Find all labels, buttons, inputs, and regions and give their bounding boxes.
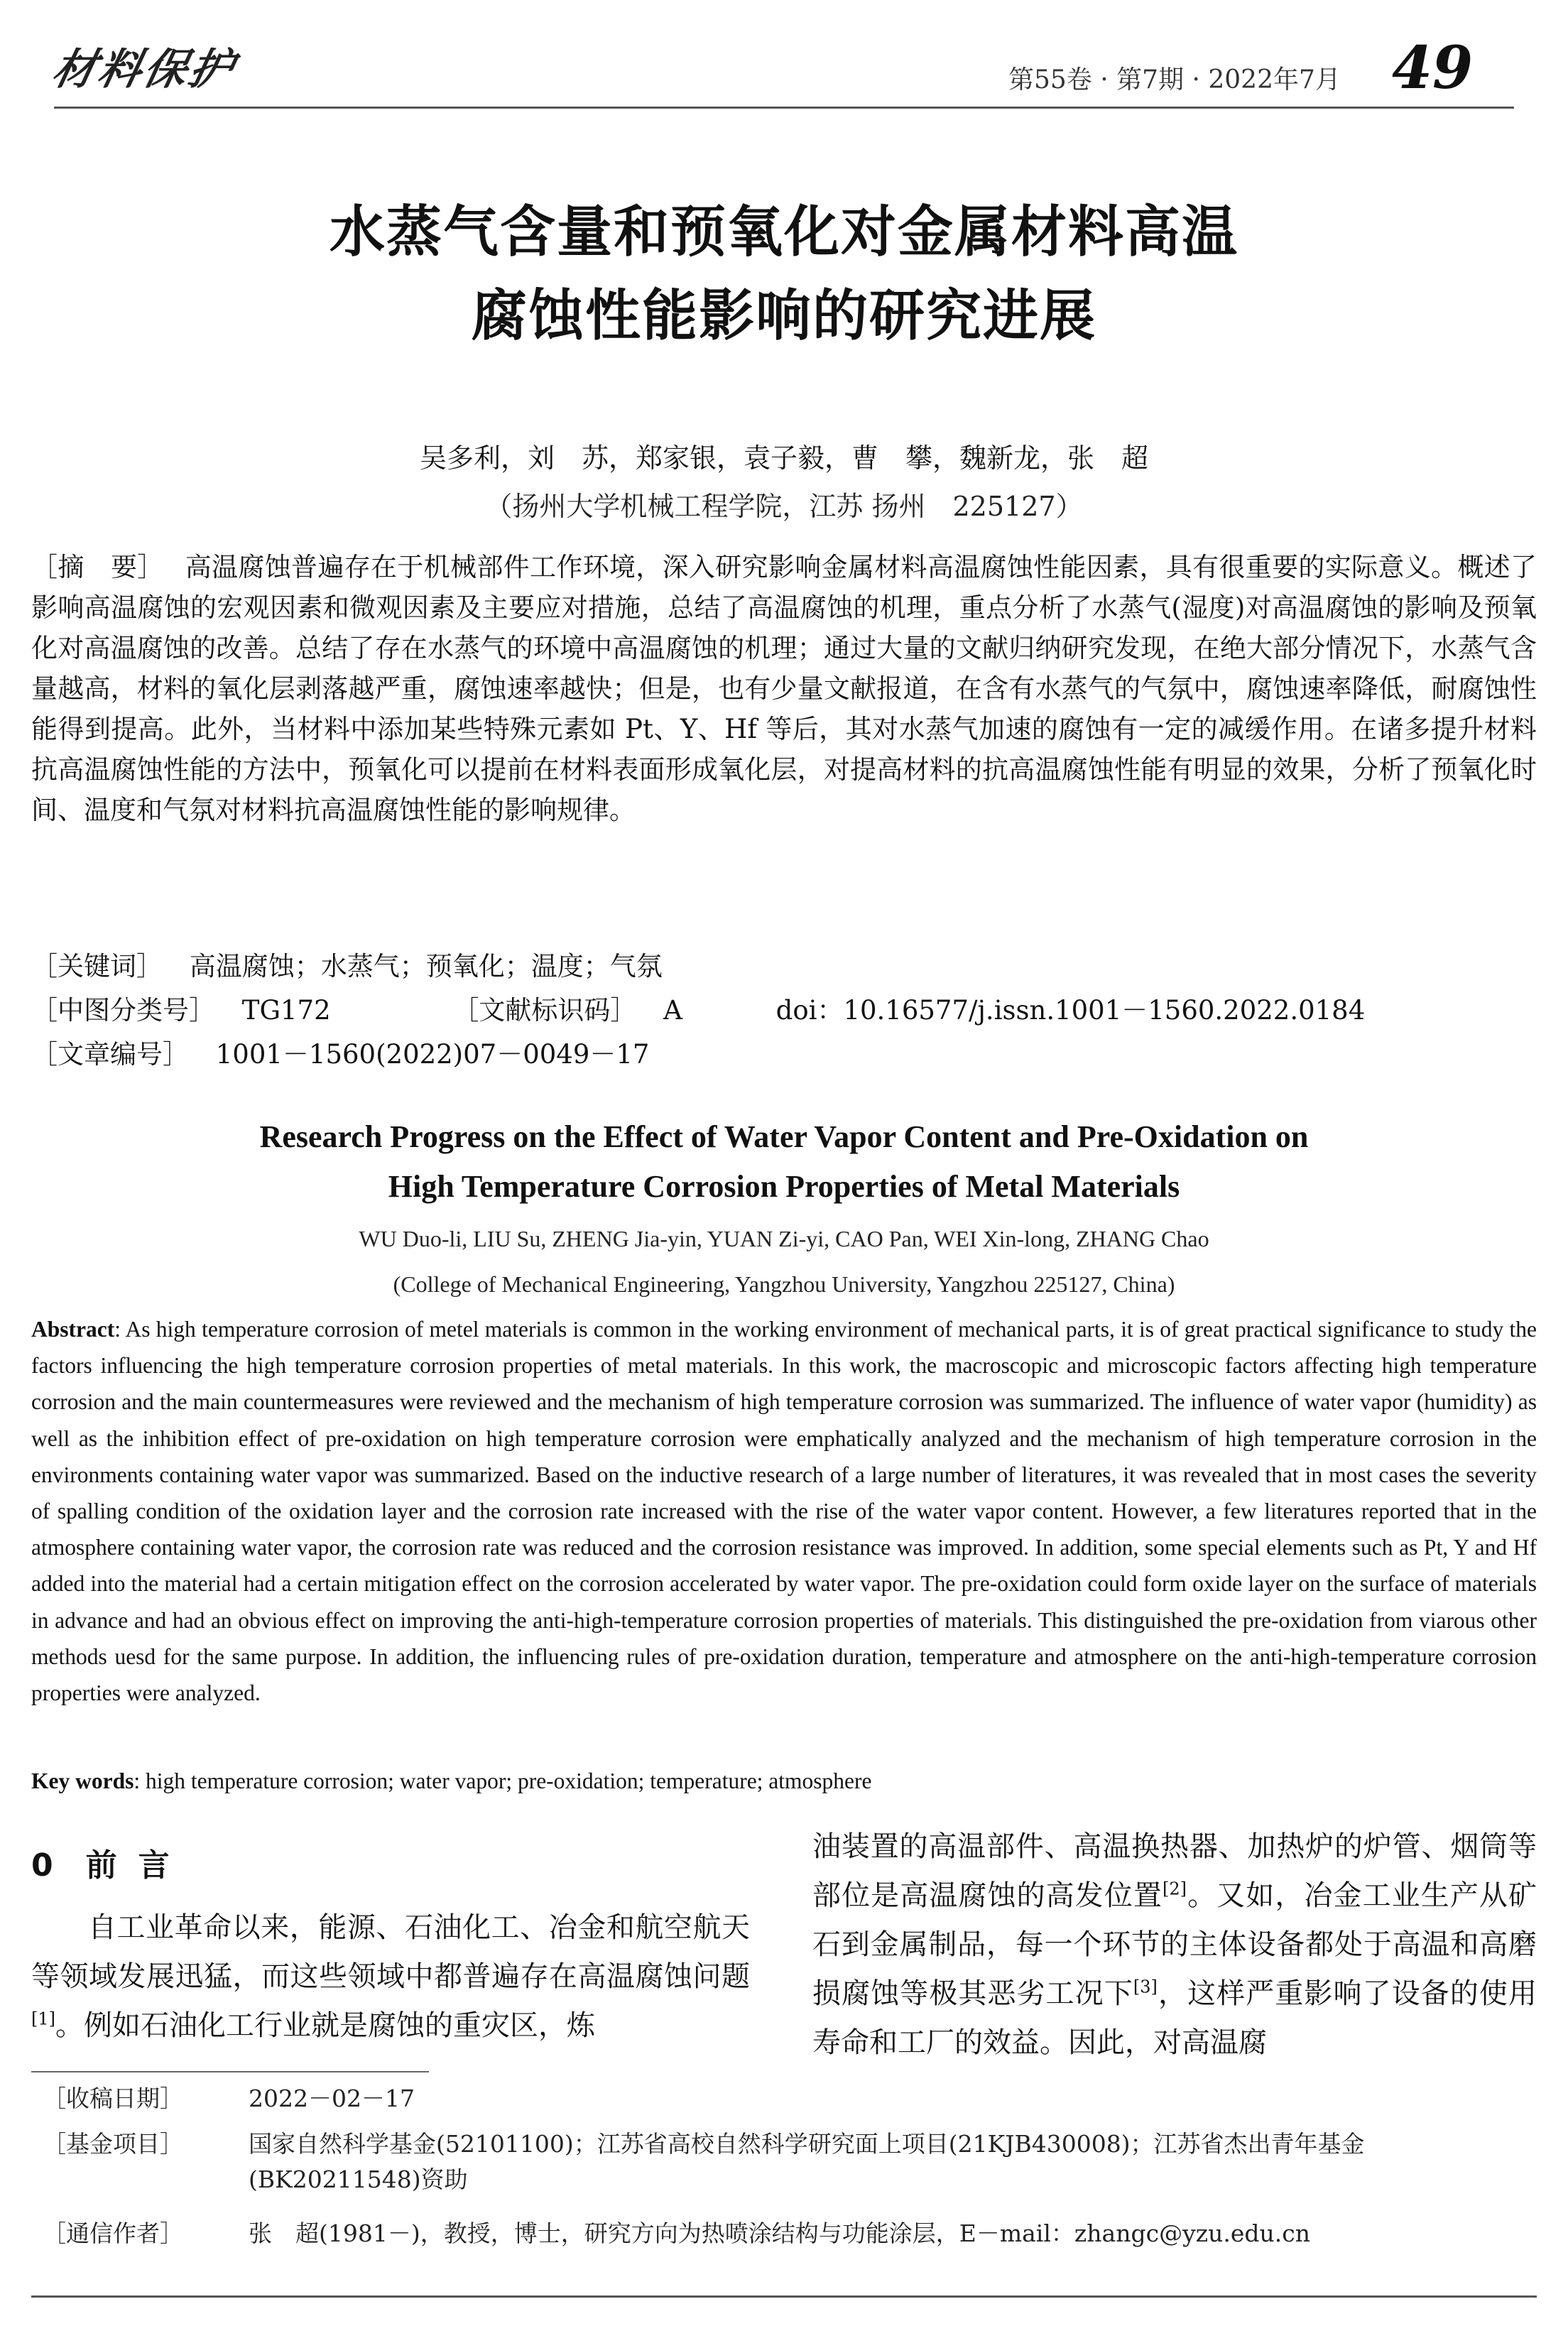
keywords-en: Key words: high temperature corrosion; water vapor; pre-oxidation; temperature; atmosphere	[31, 1768, 872, 1793]
citation-ref[interactable]: [1]	[31, 2009, 55, 2029]
doc-code-value: A	[663, 995, 682, 1026]
abstract-en: Abstract: As high temperature corrosion of metel materials is common in the working environment of mechanical parts, it is of great practical significance to study the factors influencing the high temperature corrosion properties of metal materials. In this work, the macroscopic and microscopic factors affecting high temperature corrosion and the main countermeasures were reviewed and the mechanism of high temperature corrosion was summarized. The influence of water vapor (humidity) as well as the inhibition effect of pre-oxidation on high temperature corrosion were emphatically analyzed and the mechanism of high temperature corrosion in the environments containing water vapor was summarized. Based on the inductive research of a large number of literatures, it was revealed that in most cases the severity of spalling condition of the oxidation layer and the corrosion rate increased with the rise of the water vapor content. However, a few literatures reported that in the atmosphere containing water vapor, the corrosion rate was reduced and the corrosion resistance was improved. In addition, some special elements such as Pt, Y and Hf added into the material had a certain mitigation effect on the corrosion accelerated by water vapor. The pre-oxidation could form oxide layer on the surface of materials in advance and had an obvious effect on improving the anti-high-temperature corrosion properties of materials. This distinguished the pre-oxidation from viarous other methods uesd for the same purpose. In addition, the influencing rules of pre-oxidation duration, temperature and atmosphere on the anti-high-temperature corrosion properties were analyzed.	[31, 1317, 1537, 1706]
clc-label: ［中图分类号］	[31, 995, 215, 1026]
doc-code-label: ［文献标识码］	[452, 995, 637, 1026]
journal-logo: 材料保护	[48, 45, 241, 94]
section-title: 前言	[85, 1847, 191, 1884]
header-divider	[54, 107, 1514, 109]
footnote-divider	[31, 2071, 429, 2072]
article-number-line	[31, 1033, 649, 1071]
title-en-line2: High Temperature Corrosion Properties of Metal Materials	[388, 1169, 1180, 1204]
keywords-zh-label: ［关键词］	[31, 951, 163, 982]
title-en-line1: Research Progress on the Effect of Water Vapor Content and Pre-Oxidation on	[259, 1119, 1309, 1154]
fund-label: ［基金项目］	[43, 2130, 183, 2158]
received-value: 2022－02－17	[249, 2085, 415, 2112]
abstract-zh	[31, 547, 1537, 830]
affiliation-en: (College of Mechanical Engineering, Yangzhou University, Yangzhou 225127, China)	[393, 1271, 1175, 1297]
title-zh-line1: 水蒸气含量和预氧化对金属材料高温	[329, 200, 1238, 264]
affiliation-zh: （扬州大学机械工程学院，江苏 扬州 225127）	[485, 491, 1083, 522]
abstract-zh-text: 高温腐蚀普遍存在于机械部件工作环境，深入研究影响金属材料高温腐蚀性能因素，具有很重要的实际意义。概述了影响高温腐蚀的宏观因素和微观因素及主要应对措施，总结了高温腐蚀的机理，重点分析了水蒸气(湿度)对高温腐蚀的影响及预氧化对高温腐蚀的改善。总结了存在水蒸气的环境中高温腐蚀的机理；通过大量的文献归纳研究发现，在绝大部分情况下，水蒸气含量越高，材料的氧化层剥落越严重，腐蚀速率越快；但是，也有少量文献报道，在含有水蒸气的气氛中，腐蚀速率降低，耐腐蚀性能得到提高。此外，当材料中添加某些特殊元素如 Pt、Y、Hf 等后，其对水蒸气加速的腐蚀有一定的减缓作用。在诸多提升材料抗高温腐蚀性能的方法中，预氧化可以提前在材料表面形成氧化层，对提高材料的抗高温腐蚀性能有明显的效果，分析了预氧化时间、温度和气氛对材料抗高温腐蚀性能的影响规律。	[31, 552, 1537, 825]
authors-zh: 吴多利，刘 苏，郑家银，袁子毅，曹 攀，魏新龙，张 超	[419, 442, 1148, 474]
doi[interactable]: doi：10.16577/j.issn.1001－1560.2022.0184	[775, 995, 1366, 1026]
abstract-en-text: As high temperature corrosion of metel materials is common in the working environment of mechanical parts, it is of great practical significance to study the factors influencing the high temperature corrosion properties of metal materials. In this work, the macroscopic and microscopic factors affecting high temperature corrosion and the main countermeasures were reviewed and the mechanism of high temperature corrosion was summarized. The influence of water vapor (humidity) as well as the inhibition effect of pre-oxidation on high temperature corrosion were emphatically analyzed and the mechanism of high temperature corrosion in the environments containing water vapor was summarized. Based on the inductive research of a large number of literatures, it was revealed that in most cases the severity of spalling condition of the oxidation layer and the corrosion rate increased with the rise of the water vapor content. However, a few literatures reported that in the atmosphere containing water vapor, the corrosion rate was reduced and the corrosion resistance was improved. In addition, some special elements such as Pt, Y and Hf added into the material had a certain mitigation effect on the corrosion accelerated by water vapor. The pre-oxidation could form oxide layer on the surface of materials in advance and had an obvious effect on improving the anti-high-temperature corrosion properties of materials. This distinguished the pre-oxidation from viarous other methods uesd for the same purpose. In addition, the influencing rules of pre-oxidation duration, temperature and atmosphere on the anti-high-temperature corrosion properties were analyzed.	[31, 1317, 1537, 1706]
body-left-column	[31, 1903, 750, 2050]
footnote-author	[43, 2216, 1310, 2251]
footnote-fund	[43, 2126, 1365, 2193]
citation-ref[interactable]: [2]	[1163, 1879, 1187, 1899]
body-right-column: 油装置的高温部件、高温换热器、加热炉的炉管、烟筒等部位是高温腐蚀的高发位置[2]。又如，冶金工业生产从矿石到金属制品，每一个环节的主体设备都处于高温和高磨损腐蚀等极其恶劣工况下[3]，这样严重影响了设备的使用寿命和工厂的效益。因此，对高温腐	[812, 1830, 1537, 2059]
classification-line	[31, 989, 1365, 1027]
section-heading	[31, 1840, 191, 1885]
abstract-en-label: Abstract	[31, 1317, 115, 1342]
keywords-en-text: high temperature corrosion; water vapor; pre-oxidation; temperature; atmosphere	[146, 1768, 872, 1793]
keywords-zh-text: 高温腐蚀；水蒸气；预氧化；温度；气氛	[189, 951, 663, 982]
author-value: 张 超(1981－)，教授，博士，研究方向为热喷涂结构与功能涂层，E－mail：zhangc@yzu.edu.cn	[249, 2219, 1310, 2247]
keywords-en-label: Key words	[31, 1768, 134, 1793]
received-label: ［收稿日期］	[43, 2085, 183, 2112]
keywords-zh	[31, 945, 663, 983]
citation-ref[interactable]: [3]	[1133, 1977, 1158, 1997]
footnote-received	[43, 2081, 415, 2117]
article-number-value: 1001－1560(2022)07－0049－17	[215, 1039, 650, 1070]
section-number: 0	[31, 1847, 53, 1884]
abstract-zh-label: ［摘 要］	[31, 552, 164, 582]
authors-en: WU Duo-li, LIU Su, ZHENG Jia-yin, YUAN Zi-yi, CAO Pan, WEI Xin-long, ZHANG Chao	[359, 1226, 1209, 1251]
issue-info: 第55卷 · 第7期 · 2022年7月	[1008, 65, 1341, 94]
title-zh-line2: 腐蚀性能影响的研究进展	[471, 284, 1096, 348]
footer-divider	[31, 2295, 1537, 2298]
article-number-label: ［文章编号］	[31, 1039, 189, 1070]
author-label: ［通信作者］	[43, 2219, 183, 2247]
fund-value: 国家自然科学基金(52101100)；江苏省高校自然科学研究面上项目(21KJB430008)；江苏省杰出青年基金(BK20211548)资助	[249, 2130, 1365, 2193]
page-number: 49	[1392, 34, 1474, 102]
body-paragraph: 自工业革命以来，能源、石油化工、冶金和航空航天等领域发展迅猛，而这些领域中都普遍存在高温腐蚀问题[1]。例如石油化工行业就是腐蚀的重灾区，炼	[31, 1911, 750, 2042]
clc-value: TG172	[241, 995, 331, 1026]
